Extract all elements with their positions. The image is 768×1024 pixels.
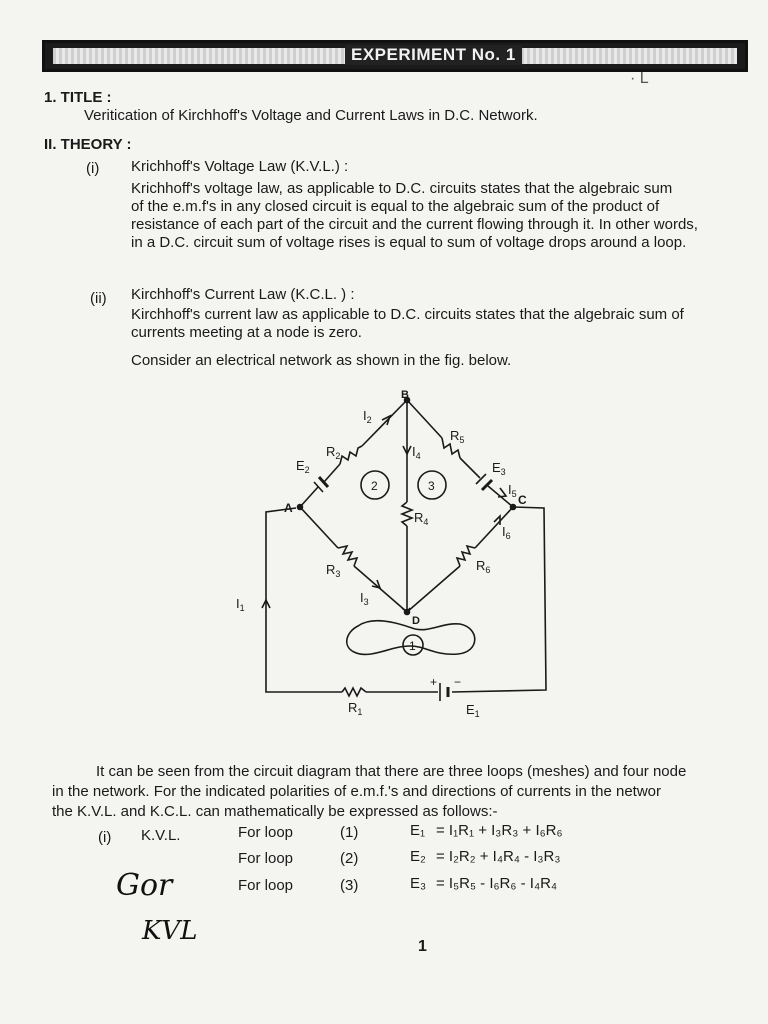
- eq-row-1-rhs: = I₁R₁ + I₃R₃ + I₆R₆: [436, 822, 563, 839]
- svg-text:E1: [466, 702, 480, 719]
- eq-row-3-rhs: = I₅R₅ - I₆R₆ - I₄R₄: [436, 875, 558, 892]
- kcl-title: Kirchhoff's Current Law (K.C.L. ) :: [131, 286, 355, 303]
- label-r2: R: [326, 444, 336, 459]
- kcl-line: currents meeting at a node is zero.: [131, 324, 362, 341]
- label-e3: E: [492, 460, 501, 475]
- eq-row-3-loop: (3): [340, 877, 359, 894]
- label-i4-sub: 4: [415, 451, 421, 461]
- handwritten-note-2: KVL: [142, 916, 198, 946]
- svg-text:E3: [492, 460, 506, 477]
- loop-label-2: 2: [371, 479, 378, 493]
- label-e2-sub: 2: [304, 465, 310, 475]
- svg-text:R3: [326, 562, 340, 579]
- label-r4: R: [414, 510, 424, 525]
- svg-text:E2: [296, 458, 310, 475]
- label-i5-sub: 5: [511, 489, 517, 499]
- page-number: 1: [418, 938, 427, 955]
- node-c: [511, 505, 516, 510]
- label-i3: I: [360, 590, 364, 605]
- title-heading: 1. TITLE :: [44, 89, 112, 106]
- svg-text:R1: [348, 700, 362, 717]
- kvl-line: in a D.C. circuit sum of voltage rises is equal to sum of voltage drops around a loop.: [131, 234, 687, 251]
- svg-text:I6: [502, 524, 511, 541]
- label-e1-sub: 1: [474, 709, 480, 719]
- kcl-number: (ii): [90, 290, 107, 307]
- polarity-minus: −: [454, 675, 462, 689]
- node-a: [298, 505, 303, 510]
- eq-row-1-loop: (1): [340, 824, 359, 841]
- svg-text:I1: [236, 596, 245, 613]
- node-label-d: D: [412, 615, 420, 627]
- wire-c-r6: [475, 507, 513, 548]
- eq-row-3-for: For loop: [238, 877, 294, 894]
- node-label-b: B: [401, 390, 409, 401]
- kvl-line: resistance of each part of the circuit and the current flowing through it. In other words,: [131, 216, 698, 233]
- title-text: Veritication of Kirchhoff's Voltage and Current Laws in D.C. Network.: [84, 107, 538, 124]
- label-i1-sub: 1: [239, 603, 245, 613]
- polarity-plus: +: [430, 675, 438, 689]
- wire-left-loop: [266, 508, 342, 692]
- node-label-c: C: [518, 493, 527, 507]
- label-r1: R: [348, 700, 358, 715]
- wire-r5-e3: [460, 458, 480, 478]
- eq-row-2-loop: (2): [340, 850, 359, 867]
- kcl-consider: Consider an electrical network as shown in the fig. below.: [131, 352, 512, 369]
- wire-e2-r2: [324, 464, 340, 482]
- theory-heading: II. THEORY :: [44, 136, 132, 153]
- analysis-line: the K.V.L. and K.C.L. can mathematically be expressed as follows:-: [52, 803, 498, 820]
- label-i6-sub: 6: [505, 531, 511, 541]
- resistor-r3: [338, 546, 357, 566]
- analysis-line: It can be seen from the circuit diagram that there are three loops (meshes) and four node: [96, 763, 687, 780]
- label-r5: R: [450, 428, 460, 443]
- label-r6-sub: 6: [485, 565, 491, 575]
- label-i2: I: [363, 408, 367, 423]
- experiment-title: EXPERIMENT No. 1: [345, 45, 522, 65]
- loop-label-1: 1: [409, 639, 416, 653]
- loop-label-3: 3: [428, 479, 435, 493]
- node-label-a: A: [284, 501, 293, 515]
- kvl-paragraph: [131, 180, 698, 252]
- svg-text:R2: [326, 444, 340, 461]
- circuit-diagram: [230, 390, 560, 725]
- label-i3-sub: 3: [363, 597, 369, 607]
- label-r2-sub: 2: [335, 451, 341, 461]
- svg-text:I3: [360, 590, 369, 607]
- pencil-mark: · L: [630, 70, 649, 87]
- label-e1: E: [466, 702, 475, 717]
- experiment-banner: [42, 40, 748, 72]
- label-e3-sub: 3: [500, 467, 506, 477]
- label-r1-sub: 1: [357, 707, 363, 717]
- handwritten-note-1: Gor: [116, 868, 173, 903]
- label-r4-sub: 4: [423, 517, 429, 527]
- equations-label: K.V.L.: [141, 827, 181, 844]
- kvl-line: Krichhoff's voltage law, as applicable to D.C. circuits states that the algebraic sum: [131, 180, 673, 197]
- kcl-paragraph: [131, 306, 684, 342]
- wire-a-e2: [300, 487, 318, 507]
- analysis-paragraph: [52, 762, 686, 822]
- resistor-r2: [340, 446, 362, 464]
- label-i4: I: [412, 444, 416, 459]
- eq-row-1-for: For loop: [238, 824, 294, 841]
- wire-right-loop: [452, 507, 546, 692]
- eq-row-2-lhs: E₂: [410, 848, 426, 865]
- kvl-number: (i): [86, 160, 100, 177]
- wire-r6-d: [407, 566, 460, 612]
- label-i5: I: [508, 482, 512, 497]
- eq-row-1-lhs: E₁: [410, 822, 426, 839]
- label-r3: R: [326, 562, 336, 577]
- wire-r3-d: [354, 566, 407, 612]
- svg-text:R4: [414, 510, 428, 527]
- resistor-r6: [457, 546, 475, 566]
- kvl-line: of the e.m.f's in any closed circuit is equal to the algebraic sum of the product of: [131, 198, 660, 215]
- current-i3-arrow-icon: [372, 580, 380, 588]
- kcl-line: Kirchhoff's current law as applicable to D.C. circuits states that the algebraic sum of: [131, 306, 684, 323]
- eq-row-2-for: For loop: [238, 850, 294, 867]
- resistor-r4: [402, 502, 412, 526]
- svg-text:R6: [476, 558, 490, 575]
- resistor-r1: [342, 688, 366, 696]
- wire-b-r5: [407, 400, 442, 438]
- kvl-title: Krichhoff's Voltage Law (K.V.L.) :: [131, 158, 349, 175]
- eq-row-2-rhs: = I₂R₂ + I₄R₄ - I₃R₃: [436, 848, 561, 865]
- label-r5-sub: 5: [459, 435, 465, 445]
- label-r3-sub: 3: [335, 569, 341, 579]
- label-i6: I: [502, 524, 506, 539]
- analysis-line: in the network. For the indicated polarities of e.m.f.'s and directions of currents in the networ: [52, 783, 662, 800]
- label-r6: R: [476, 558, 486, 573]
- equations-number: (i): [98, 829, 112, 846]
- wire-a-r3: [300, 507, 338, 548]
- label-i2-sub: 2: [366, 415, 372, 425]
- svg-text:R5: [450, 428, 464, 445]
- svg-text:I2: [363, 408, 372, 425]
- label-i1: I: [236, 596, 240, 611]
- svg-text:I4: [412, 444, 421, 461]
- svg-text:I5: [508, 482, 517, 499]
- eq-row-3-lhs: E₃: [410, 875, 427, 892]
- label-e2: E: [296, 458, 305, 473]
